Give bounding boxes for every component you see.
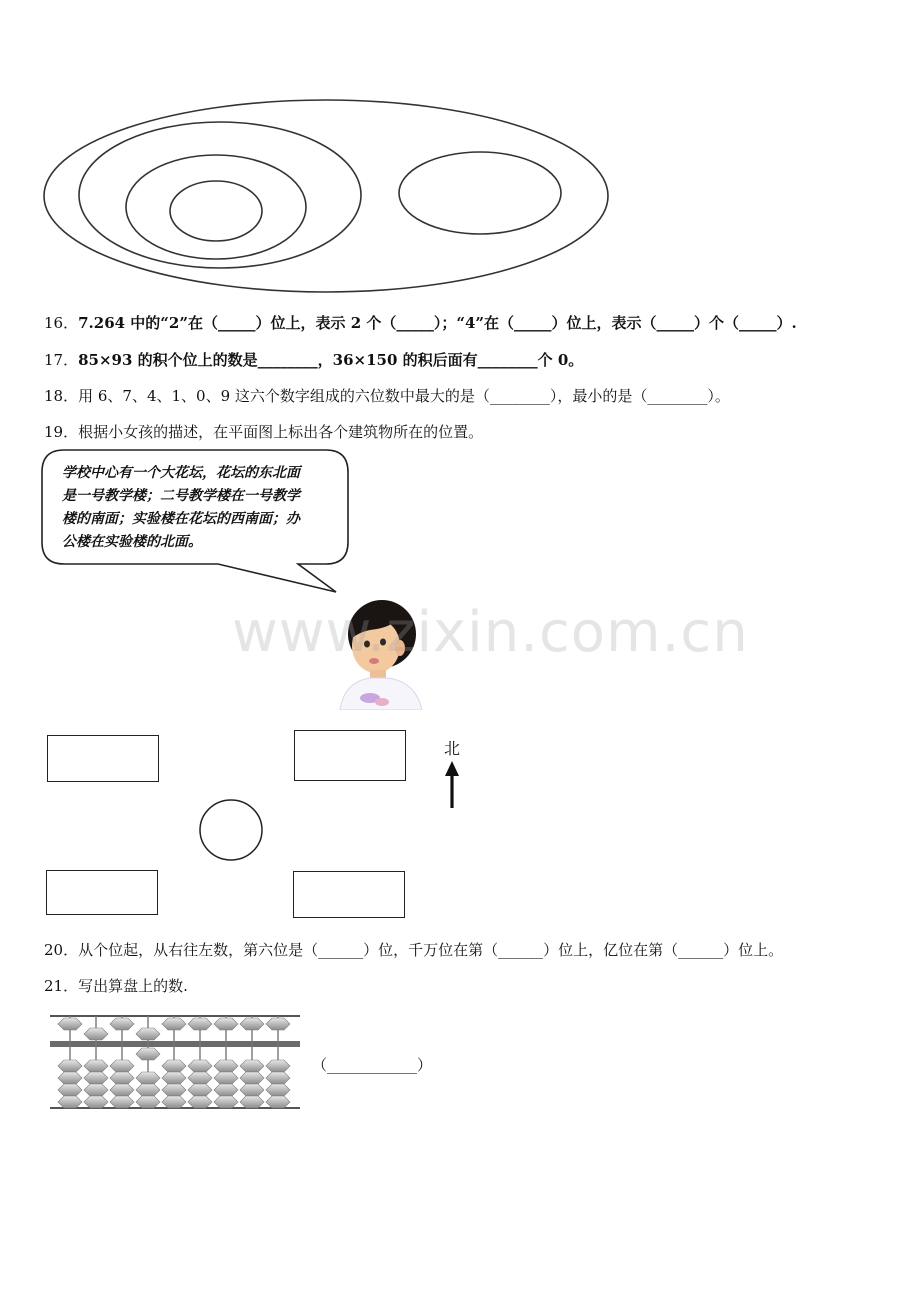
abacus-upper-bead <box>240 1018 264 1030</box>
building-box-top-left <box>47 735 159 782</box>
answer-blank[interactable]: （____________） <box>312 1056 433 1074</box>
question-21 <box>44 976 188 996</box>
bubble-line: 楼的南面；实验楼在花坛的西南面；办 <box>62 511 300 527</box>
question-number: 21． <box>44 977 79 995</box>
abacus-lower-bead <box>84 1096 108 1108</box>
abacus-upper-bead <box>162 1018 186 1030</box>
nested-ellipses-diagram <box>0 0 920 300</box>
building-box-top-right <box>294 730 406 781</box>
abacus-upper-bead <box>136 1028 160 1040</box>
abacus-lower-bead <box>136 1084 160 1096</box>
question-number: 20． <box>44 941 79 959</box>
third-ellipse <box>126 155 306 259</box>
building-box-bottom-right <box>293 871 405 918</box>
abacus-lower-bead <box>110 1072 134 1084</box>
abacus-upper-bead <box>188 1018 212 1030</box>
bubble-text <box>62 462 352 554</box>
abacus-lower-bead <box>162 1072 186 1084</box>
abacus-upper-bead <box>84 1028 108 1040</box>
flower-bed-circle <box>196 797 266 863</box>
abacus-lower-bead <box>136 1096 160 1108</box>
right-ellipse <box>399 152 561 234</box>
question-18 <box>44 386 730 406</box>
abacus-lower-bead <box>58 1096 82 1108</box>
abacus-lower-bead <box>58 1084 82 1096</box>
abacus-lower-bead <box>214 1096 238 1108</box>
question-text: 从个位起，从右往左数，第六位是（______）位，千万位在第（______）位上，亿位在第（______）位上。 <box>78 941 784 959</box>
bubble-line: 公楼在实验楼的北面。 <box>62 534 202 550</box>
abacus <box>48 1012 302 1112</box>
abacus-lower-bead <box>136 1072 160 1084</box>
abacus-lower-bead <box>188 1084 212 1096</box>
question-text: 根据小女孩的描述，在平面图上标出各个建筑物所在的位置。 <box>78 423 484 441</box>
question-number: 19． <box>44 423 79 441</box>
abacus-upper-bead <box>58 1018 82 1030</box>
abacus-lower-bead <box>58 1060 82 1072</box>
question-text: 写出算盘上的数. <box>78 977 188 995</box>
question-19 <box>44 422 483 442</box>
abacus-lower-bead <box>214 1060 238 1072</box>
north-label: 北 <box>444 739 461 758</box>
bubble-line: 学校中心有一个大花坛，花坛的东北面 <box>62 465 300 481</box>
abacus-lower-bead <box>214 1072 238 1084</box>
abacus-lower-bead <box>84 1084 108 1096</box>
abacus-lower-bead <box>266 1084 290 1096</box>
abacus-lower-bead <box>240 1060 264 1072</box>
abacus-lower-bead <box>162 1096 186 1108</box>
question-text: 用 6、7、4、1、0、9 这六个数字组成的六位数中最大的是（________），最小的是（________）。 <box>78 387 730 405</box>
inner-ellipse <box>170 181 262 241</box>
building-box-bottom-left <box>46 870 158 915</box>
abacus-lower-bead <box>162 1084 186 1096</box>
abacus-lower-bead <box>110 1084 134 1096</box>
watermark: www.zixin.com.cn <box>232 600 749 665</box>
question-number: 17． <box>44 351 79 369</box>
abacus-lower-bead <box>188 1060 212 1072</box>
abacus-upper-bead <box>266 1018 290 1030</box>
abacus-lower-bead <box>266 1072 290 1084</box>
question-number: 16． <box>44 314 79 332</box>
question-number: 18． <box>44 387 79 405</box>
question-17 <box>44 350 583 370</box>
question-text: 7.264 中的“2”在（_____）位上，表示 2 个（_____）；“4”在（_____）位上，表示（_____）个（_____）. <box>78 314 797 332</box>
question-20 <box>44 940 783 960</box>
question-16 <box>44 313 797 333</box>
abacus-lower-bead <box>84 1072 108 1084</box>
abacus-lower-bead <box>110 1096 134 1108</box>
abacus-lower-bead <box>162 1060 186 1072</box>
abacus-lower-bead <box>58 1072 82 1084</box>
abacus-lower-bead <box>136 1048 160 1060</box>
bubble-line: 是一号教学楼；二号教学楼在一号教学 <box>62 488 300 504</box>
abacus-lower-bead <box>266 1096 290 1108</box>
abacus-lower-bead <box>240 1096 264 1108</box>
abacus-lower-bead <box>188 1096 212 1108</box>
abacus-lower-bead <box>110 1060 134 1072</box>
second-ellipse <box>79 122 361 268</box>
north-arrow-icon <box>442 760 462 810</box>
abacus-upper-bead <box>110 1018 134 1030</box>
abacus-upper-bead <box>214 1018 238 1030</box>
abacus-lower-bead <box>84 1060 108 1072</box>
abacus-lower-bead <box>240 1084 264 1096</box>
abacus-lower-bead <box>188 1072 212 1084</box>
question-text: 85×93 的积个位上的数是________，36×150 的积后面有________个 0。 <box>78 351 584 369</box>
abacus-lower-bead <box>266 1060 290 1072</box>
abacus-lower-bead <box>240 1072 264 1084</box>
abacus-lower-bead <box>214 1084 238 1096</box>
